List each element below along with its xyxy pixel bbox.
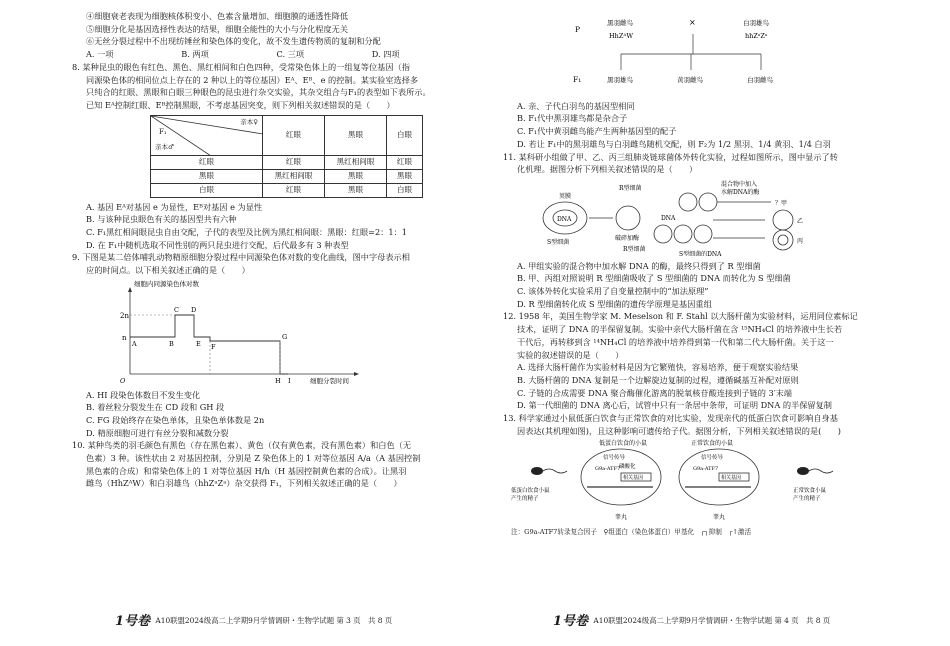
f1-white-female: 白羽雌鸟	[747, 76, 773, 84]
q10-stem-line: 色素）3 种。该性状由 2 对基因控制，分别是 Z 染色体上的 1 对等位基因 A/a（A 基因控制	[86, 453, 421, 464]
question-12	[503, 310, 903, 412]
broken-cell	[616, 206, 640, 230]
sperm-tail-left	[543, 469, 567, 473]
point-a: A	[132, 339, 137, 348]
q11-option-d: D. R 型细菌转化成 S 型细菌的遗传学原理是基因重组	[517, 298, 712, 309]
right-sperm-line2: 产生的精子	[793, 496, 821, 503]
result-cell-yi	[773, 210, 793, 230]
table-cell: 黑红相间眼	[325, 155, 387, 169]
q12-option-a: A. 选择大肠杆菌作为实验材料是因为它繁殖快，容易培养，便于观察实验结果	[517, 362, 799, 373]
right-sperm-line1: 正常饮食小鼠	[793, 488, 827, 495]
target-left: 相关基因	[623, 475, 644, 482]
question-13	[503, 412, 903, 537]
corner-male: 亲本♂	[155, 142, 174, 151]
break-label: 破碎加酶	[615, 234, 640, 242]
table-cell: 红眼	[263, 183, 325, 197]
question-10	[72, 439, 467, 490]
statement-5: ⑤细胞分化是基因选择性表达的结果，细胞全能性的大小与分化程度无关	[86, 23, 349, 34]
q9-option-c: C. FG 段始终存在染色单体，且染色单体数是 2n	[86, 414, 265, 425]
q13-stem-line: 13. 科学家通过小鼠低蛋白饮食与正常饮食的对比实验，发现亲代的低蛋白饮食可影响自身基	[503, 413, 838, 424]
transformation-diagram	[503, 176, 903, 256]
left-sperm-line1: 低蛋白饮食小鼠	[511, 488, 550, 495]
point-f: F	[211, 342, 216, 351]
option-d: D. 四项	[371, 49, 400, 60]
q10-option-a: A. 亲、子代白羽鸟的基因型相同	[517, 100, 635, 111]
target-right: 相关基因	[721, 475, 742, 482]
s-cell-label: S型细菌	[547, 238, 570, 246]
sperm-tail-right	[809, 469, 833, 473]
option-a: A. 一项	[86, 49, 114, 60]
corner-female: 亲本♀	[240, 117, 258, 126]
q9-stem-line: 应的时间点。以下相关叙述正确的是（ ）	[86, 265, 250, 276]
pair-curve	[130, 315, 288, 374]
enzyme-label-2: 水解DNA的酶	[721, 188, 760, 196]
cross-symbol: ×	[689, 18, 696, 27]
table-cell: 黑眼	[387, 169, 423, 183]
q8-option-d: D. 在 F₁中随机选取不同性别的两只昆虫进行交配，后代最多有 3 种表型	[86, 239, 349, 250]
footer-right-text: A10联盟2024级高二上学期9月学情调研・生物学试题 第 4 页 共 8 页	[593, 616, 831, 625]
origin: O	[120, 376, 126, 385]
enzyme-label-1: 混合物中加入	[721, 180, 758, 188]
homologous-pairs-chart	[112, 277, 412, 385]
q11-option-c: C. 该体外转化实验采用了自变量控制中的“加法原理”	[517, 286, 709, 297]
q12-stem-line: 干代后，再转移到含 ¹⁴NH₄Cl 的培养液中培养得到第一代和第二代大肠杆菌。关于这一	[517, 336, 834, 347]
table-cell: 白眼	[387, 183, 423, 197]
q10-option-c: C. F₁代中黄羽雌鸟能产生两种基因型的配子	[517, 126, 677, 137]
point-e: E	[196, 339, 201, 348]
page-3-column	[72, 10, 467, 610]
f1-label: F₁	[573, 75, 582, 84]
p-male-genotype: hhZᵃZᵃ	[745, 32, 768, 40]
p-female-genotype: HhZᴬW	[609, 32, 634, 40]
page-4-column	[503, 10, 903, 610]
right-title: 正常饮食的小鼠	[691, 440, 734, 448]
q13-stem-line: 因表达(其机理如图)，且这种影响可遗传给子代。据图分析，下列相关叙述错误的是( )	[517, 425, 841, 436]
table-cell: 红眼	[263, 155, 325, 169]
dna-label: DNA	[557, 215, 572, 223]
q10-stem-line: 10. 某种鸟类的羽毛颜色有黑色（存在黑色素）、黄色（仅有黄色素，没有黑色素）和白色（无	[72, 440, 412, 451]
p-male: 白羽雄鸟	[743, 19, 769, 27]
left-title: 低蛋白饮食的小鼠	[599, 440, 648, 448]
point-g: G	[282, 332, 288, 341]
table-cell: 黑眼	[151, 169, 263, 183]
option-b: B. 两项	[181, 49, 209, 60]
sperm-left	[531, 467, 543, 475]
table-cell: 白眼	[151, 183, 263, 197]
q11-stem-line: 11. 某科研小组做了甲、乙、丙三组肺炎链球菌体外转化实验，过程如图所示，图中显示了转	[503, 151, 838, 162]
footer-left	[115, 612, 392, 632]
table-row	[151, 155, 423, 169]
g9a-left: G9a-ATF7	[595, 466, 621, 473]
chart-y-title: 细胞内同源染色体对数	[134, 279, 199, 288]
signal-left: 信号传导	[603, 455, 626, 462]
table-cell: 黑眼	[325, 183, 387, 197]
dna-label-2: DNA	[661, 214, 676, 222]
r-cell-label: R型细菌	[619, 184, 642, 192]
q8-option-a: A. 基因 Eᴬ对基因 e 为显性，Eᴮ对基因 e 为显性	[86, 201, 263, 212]
diet-mechanism-diagram	[503, 437, 903, 523]
q12-stem-line: 技术，证明了 DNA 的半保留复制。实验中亲代大肠杆菌在含 ¹⁵NH₄Cl 的培养液中生长若	[517, 324, 843, 335]
header-cell: 黑眼	[325, 115, 387, 155]
left-sperm-line2: 产生的精子	[511, 496, 539, 503]
f1-black-male: 黑羽雄鸟	[607, 76, 633, 84]
r-cell-4	[674, 225, 692, 243]
tick-2n: 2n	[120, 311, 129, 320]
point-d: D	[191, 305, 197, 314]
q11-stem-line: 化机理。据图分析下列相关叙述错误的是（ ）	[517, 164, 698, 175]
statement-6: ⑥无丝分裂过程中不出现纺锤丝和染色体的变化，故不发生遗传物质的复制和分配	[86, 36, 381, 47]
q11-option-a: A. 甲组实验的混合物中加水解 DNA 的酶，最终只得到了 R 型细菌	[517, 260, 761, 271]
p-label: P	[575, 25, 581, 34]
q8-stem-line: 已知 Eᴬ控制红眼、Eᴮ控制黑眼，不考虑基因突变，则下列相关叙述错误的是（ ）	[86, 99, 395, 110]
table-cell: 红眼	[151, 155, 263, 169]
q10-stem-line: 黑色素的合成）和常染色体上的 1 对等位基因 H/h（H 基因控制黄色素的合成）。让黑羽	[86, 465, 407, 476]
f1-yellow-female: 黄羽雌鸟	[677, 76, 703, 84]
header-cell: 红眼	[263, 115, 325, 155]
table-cell: 红眼	[387, 155, 423, 169]
table-cell: 黑眼	[325, 169, 387, 183]
question-11	[503, 151, 903, 311]
testis-left: 睾丸	[615, 514, 628, 522]
r-cell-1	[679, 193, 697, 211]
sperm-right	[797, 467, 809, 475]
chart-x-title: 细胞分裂时间	[310, 376, 349, 385]
phospho-left: 磷酸化	[619, 464, 636, 471]
result-jia: ？甲	[775, 199, 788, 207]
q8-stem-line: 8. 某种昆虫的眼色有红色、黑色、黑红相间和白色四种，受常染色体上的一组复等位基因（指	[72, 61, 410, 72]
q10-option-b: B. F₁代中黑羽雄鸟都是杂合子	[517, 113, 628, 124]
y-axis-arrow	[128, 287, 132, 292]
q12-option-c: C. 子链的合成需要 DNA 聚合酶催化游离的脱氧核苷酸连接到子链的 3′末端	[517, 387, 792, 398]
q12-stem-line: 12. 1958 年，美国生物学家 M. Meselson 和 F. Stahl 以大肠杆菌为实验材料，运用同位素标记	[503, 311, 858, 322]
q7-options	[72, 48, 467, 61]
r-cell-3	[654, 225, 672, 243]
label-yi: 乙	[797, 217, 804, 225]
table-row	[151, 183, 423, 197]
point-i: I	[288, 376, 291, 385]
header-cell: 白眼	[387, 115, 423, 155]
cross-diagram	[503, 10, 903, 96]
footer-left-text: A10联盟2024级高二上学期9月学情调研・生物学试题 第 3 页 共 8 页	[155, 616, 393, 625]
q12-stem-line: 实验的叙述错误的是（ ）	[517, 349, 624, 360]
p-female: 黑羽雌鸟	[607, 19, 633, 27]
table-corner	[151, 115, 263, 155]
tick-n: n	[122, 333, 127, 342]
x-axis-arrow	[354, 372, 359, 376]
genotype-table	[150, 115, 423, 198]
diagram-note: 注：G9a-ATF7转录复合因子 ⚲组蛋白（染色体蛋白）甲基化 ┌┐抑制 ┌↑激活	[511, 528, 752, 537]
signal-right: 信号传导	[701, 455, 724, 462]
q8-stem-line: 同源染色体的相同位点上存在的 2 种以上的等位基因）Eᴬ、Eᴮ、e 的控制。某实验室选择多	[86, 74, 419, 85]
testis-right: 睾丸	[713, 514, 726, 522]
table-row	[151, 169, 423, 183]
corner-f1: F₁	[159, 127, 167, 136]
brand-logo: 1号卷	[115, 614, 151, 629]
option-c: C. 三项	[276, 49, 305, 60]
statement-4: ④细胞衰老表现为细胞核体积变小、色素含量增加、细胞膜的通透性降低	[86, 11, 349, 21]
q8-option-c: C. F₁黑红相间眼昆虫自由交配，子代的表型及比例为黑红相间眼：黑眼：红眼=2：1：1	[86, 227, 408, 238]
brand-logo: 1号卷	[553, 614, 589, 629]
capsule-label: 荚膜	[559, 192, 572, 200]
r-cell-label-2: R型细菌	[623, 245, 646, 253]
result-cell-inner	[778, 235, 788, 245]
q10-stem-line: 雌鸟（HhZᴬW）和白羽雄鸟（hhZᵃZᵃ）杂交获得 F₁，下列相关叙述正确的是（ ）	[86, 478, 402, 489]
table-cell: 黑红相间眼	[263, 169, 325, 183]
q8-stem-line: 只纯合的红眼、黑眼和白眼三种眼色的昆虫进行杂交实验，其杂交组合与F₁的表型如下表所示。	[86, 87, 431, 98]
point-h: H	[275, 376, 281, 385]
g9a-right: G9a-ATF7	[693, 466, 719, 473]
r-cell-5	[694, 225, 712, 243]
q10-option-d: D. 若让 F₁中的黑羽雄鸟与白羽雌鸟随机交配，则 F₂为 1/2 黑羽、1/4 黄羽、1/4 白羽	[517, 138, 831, 149]
footer-right	[553, 612, 830, 632]
question-8	[72, 61, 467, 252]
q11-option-b: B. 甲、丙组对照说明 R 型细菌吸收了 S 型细菌的 DNA 而转化为 S 型细菌	[517, 273, 791, 284]
r-cell-2	[699, 193, 717, 211]
s-dna-label: S型细菌的DNA	[679, 250, 722, 256]
q8-option-b: B. 与该种昆虫眼色有关的基因型共有六种	[86, 214, 237, 225]
result-cell-bing	[773, 230, 793, 250]
q12-option-b: B. 大肠杆菌的 DNA 复制是一个边解旋边复制的过程，遵循碱基互补配对原则	[517, 374, 799, 385]
point-c: C	[174, 305, 179, 314]
q9-option-a: A. HI 段染色体数目不发生变化	[86, 389, 201, 400]
question-9	[72, 251, 467, 439]
q9-stem-line: 9. 下图是某二倍体哺乳动物精原细胞分裂过程中同源染色体对数的变化曲线，图中字母表示相	[72, 252, 410, 263]
q12-option-d: D. 第一代细菌的 DNA 离心后，试管中只有一条居中条带，可证明 DNA 的半保留复制	[517, 400, 832, 411]
q9-option-b: B. 着丝粒分裂发生在 CD 段和 GH 段	[86, 402, 225, 413]
q9-option-d: D. 精原细胞可进行有丝分裂和减数分裂	[86, 427, 229, 438]
label-bing: 丙	[797, 237, 804, 245]
point-b: B	[169, 339, 174, 348]
